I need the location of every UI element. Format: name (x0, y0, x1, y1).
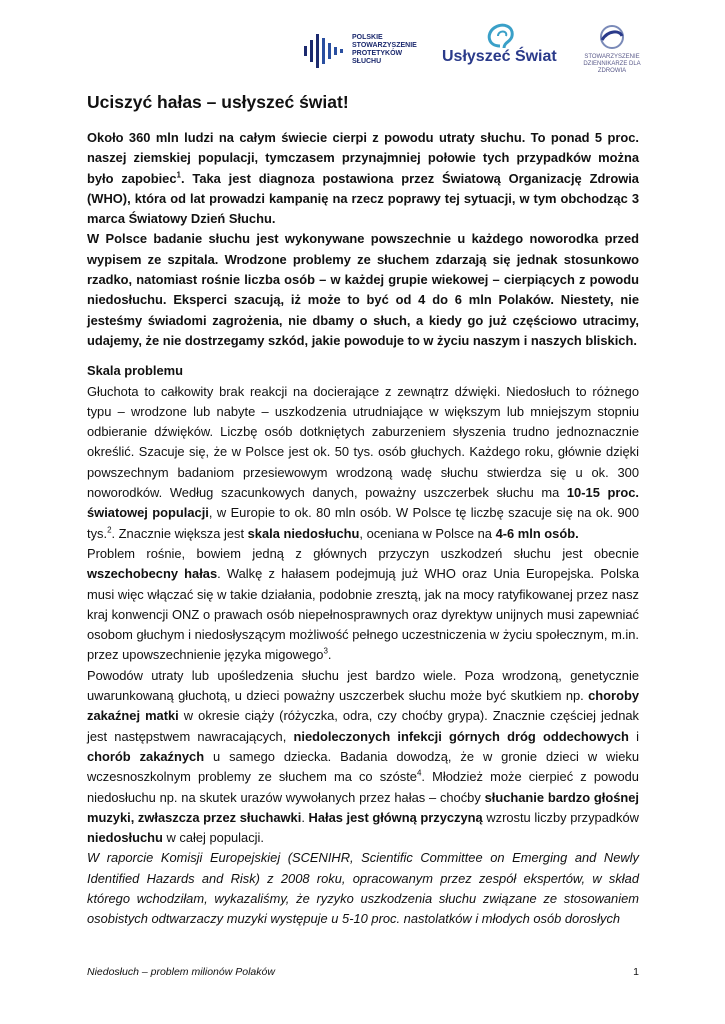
paragraph-3: Powodów utraty lub upośledzenia słuchu jest bardzo wiele. Poza wrodzoną, genetycznie uwarunkowaną głuchotą, u dzieci poważny uszczerbek słuchu może być skutkiem np. choroby zakaźnej matki w okresie ciąży (różyczka, odra, czy choćby grypa). Znacznie częściej jednak jest następstwem nawracających, niedoleczonych infekcji górnych dróg oddechowych i chorób zakaźnych u samego dziecka. Badania dowodzą, że w gronie dzieci w wieku wczesnoszkolnym problemy ze słuchem ma co szóste$^4$. Młodzież może cierpieć z powodu niedosłuchu np. na skutek urazów wywołanych przez hałas – choćby słuchanie bardzo głośnej muzyki, zwłaszcza przez słuchawki. Hałas jest główną przyczyną wzrostu liczby przypadków niedosłuchu w całej populacji. (87, 667, 640, 846)
document-title: Uciszyć hałas – usłyszeć świat! (87, 92, 349, 112)
pspsl-logo-text: POLSKIE STOWARZYSZENIE PROTETYKÓW SŁUCHU (352, 34, 417, 65)
intro-paragraph-2: W Polsce badanie słuchu jest wykonywane powszechnie u każdego noworodka przed wypisem ze szpitala. Wrodzone problemy ze słuchem zdarzają się jednak stosunkowo rzadko, natomiast rośnie liczba osób – w każdej grupie wiekowej – cierpiących z powodu niedosłuchu. Eksperci szacują, iż może to być od 4 do 6 mln Polaków. Niestety, nie jesteśmy świadomi zagrożenia, nie dbamy o słuch, a kiedy go już częściowo utracimy, udajemy, że nie dostrzegamy szkód, jakie powoduje to w życiu naszym i naszych bliskich. (87, 231, 639, 348)
intro-paragraph-1: Około 360 mln ludzi na całym świecie cierpi z powodu utraty słuchu. To ponad 5 proc. naszej ziemskiej populacji, tymczasem przynajmniej połowie tych przypadków można było zapobiec$^1$. Taka jest diagnoza postawiona przez Światową Organizację Zdrowia (WHO), która od lat prowadzi kampanię na rzecz poprawy tej sytuacji, w tym obchodząc 3 marca Światowy Dzień Słuchu. (87, 130, 639, 227)
paragraph-1: Głuchota to całkowity brak reakcji na docierające z zewnątrz dźwięki. Niedosłuch to różnego typu – wrodzone lub nabyte – uszkodzenia utrudniające w większym lub mniejszym stopniu odbieranie dźwięków. Liczbę osób dotkniętych zaburzeniem słyszenia trudno jednoznacznie określić. Szacuje się, że w Polsce jest ok. 50 tys. osób głuchych. Każdego roku, głównie dzięki powszechnym badaniom przesiewowym wrodzoną wadę słuchu stwierdza się u ok. 300 noworodków. Według szacunkowych danych, poważny uszczerbek słuchu ma 10-15 proc. światowej populacji, w Europie to ok. 80 mln osób. W Polsce tę liczbę szacuje się na ok. 900 tys.$^2$. Znacznie większa jest skala niedosłuchu, oceniana w Polsce na 4-6 mln osób. (87, 383, 639, 541)
header-logos (300, 20, 645, 82)
swirl-icon (594, 22, 630, 52)
sound-wave-icon (300, 26, 350, 76)
footnote-ref: 1 (176, 170, 181, 180)
page-footer (87, 966, 639, 978)
section-heading: Skala problemu (87, 363, 183, 379)
uslyszec-swiat-logo-text: Usłyszeć Świat (442, 48, 557, 65)
page-number: 1 (633, 966, 639, 978)
footnote-ref: 4 (416, 768, 422, 778)
dziennikarze-logo-text: STOWARZYSZENIE DZIENNIKARZE DLA ZDROWIA (583, 54, 641, 74)
dziennikarze-logo (576, 22, 648, 82)
document-body (87, 92, 639, 930)
uslyszec-swiat-logo (438, 20, 558, 82)
footnote-ref: 3 (323, 647, 328, 657)
paragraph-4-quote: W raporcie Komisji Europejskiej (SCENIHR, Scientific Committee on Emerging and Newly Identified Hazards and Risk) z 2008 roku, opracowanym przez zespół ekspertów, w skład którego wchodziłam, wykazaliśmy, że ryzyko uszkodzenia słuchu związane ze stosowaniem osobistych odtwarzaczy muzyki występuje u 5-10 proc. nastolatków i młodych osób dorosłych (87, 850, 639, 927)
pspsl-logo (300, 26, 430, 76)
ear-icon (438, 20, 558, 50)
paragraph-2: Problem rośnie, bowiem jedną z głównych przyczyn uszkodzeń słuchu jest obecnie wszechobecny hałas. Walkę z hałasem podejmują już WHO oraz Unia Europejska. Polska musi więc włączać się w takie działania, podobnie zresztą, jak na mocy ratyfikowanej przez nasz kraj konwencji ONZ o prawach osób niepełnosprawnych oraz dyrektyw unijnych musi zapewniać osobom głuchym i niedosłyszącym możliwość pełnego uczestniczenia w życiu społecznym, m.in. przez upowszechnienie języka migowego$^3$. (87, 545, 640, 663)
footnote-ref: 2 (107, 525, 112, 535)
footer-title: Niedosłuch – problem milionów Polaków (87, 966, 275, 978)
